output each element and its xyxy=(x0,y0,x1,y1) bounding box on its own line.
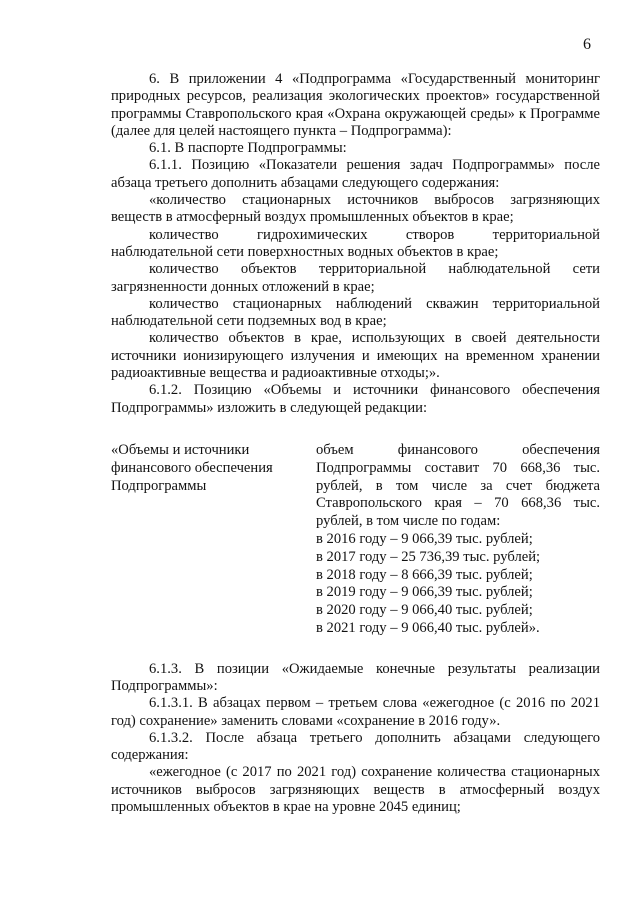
paragraph: 6.1.3.2. После абзаца третьего дополнить абзацами следующего содержания: xyxy=(111,729,600,764)
paragraph: 6.1.1. Позицию «Показатели решения задач Подпрограммы» после абзаца третьего дополнить абзацами следующего содержания: xyxy=(111,157,600,191)
page-number: 6 xyxy=(583,36,591,53)
paragraph: 6. В приложении 4 «Подпрограмма «Государственный мониторинг природных ресурсов, реализация экологических проектов» государственной программы Ставропольского края «Охрана окружающей среды» к Программе (далее для целей настоящего пункта – Подпрограмма): xyxy=(111,71,600,139)
paragraph: 6.1.2. Позицию «Объемы и источники финансового обеспечения Подпрограммы» изложить в следующей редакции: xyxy=(111,382,600,416)
table-right-cell xyxy=(316,442,600,638)
funding-year-line: в 2018 году – 8 666,39 тыс. рублей; xyxy=(316,566,533,583)
table-left-cell: «Объемы и источники финансового обеспечения Подпрограммы xyxy=(111,441,273,494)
funding-year-line: в 2021 году – 9 066,40 тыс. рублей». xyxy=(316,619,540,636)
paragraph: количество объектов в крае, использующих в своей деятельности источники ионизирующего излучения и имеющих на временном хранении радиоактивные вещества и радиоактивные отходы;». xyxy=(111,330,600,382)
funding-intro: объем финансового обеспечения Подпрограммы составит 70 668,36 тыс. рублей, в том числе за счет бюджета Ставропольского края – 70 668,36 тыс. рублей, в том числе по годам: xyxy=(316,441,600,530)
paragraph: «количество стационарных источников выбросов загрязняющих веществ в атмосферный воздух промышленных объектов в крае; xyxy=(111,192,600,226)
paragraph: 6.1. В паспорте Подпрограммы: xyxy=(149,140,347,157)
funding-year-line: в 2019 году – 9 066,39 тыс. рублей; xyxy=(316,584,533,601)
document-body xyxy=(111,71,600,816)
paragraph: количество объектов территориальной наблюдательной сети загрязненности донных отложений в крае; xyxy=(111,261,600,295)
paragraph: «ежегодное (с 2017 по 2021 год) сохранение количества стационарных источников выбросов загрязняющих веществ в атмосферный воздух промышленных объектов в крае на уровне 2045 единиц; xyxy=(111,764,600,816)
paragraph: 6.1.3. В позиции «Ожидаемые конечные результаты реализации Подпрограммы»: xyxy=(111,660,600,694)
funding-year-line: в 2020 году – 9 066,40 тыс. рублей; xyxy=(316,602,533,619)
funding-year-line: в 2017 году – 25 736,39 тыс. рублей; xyxy=(316,548,541,565)
paragraphs-after xyxy=(111,661,600,817)
funding-table xyxy=(111,442,600,638)
paragraph: количество стационарных наблюдений скважин территориальной наблюдательной сети подземных вод в крае; xyxy=(111,295,600,330)
paragraph: 6.1.3.1. В абзацах первом – третьем слова «ежегодное (с 2016 по 2021 год) сохранение» заменить словами «сохранение в 2016 году». xyxy=(111,695,600,729)
funding-year-line: в 2016 году – 9 066,39 тыс. рублей; xyxy=(316,530,533,547)
paragraph: количество гидрохимических створов территориальной наблюдательной сети поверхностных водных объектов в крае; xyxy=(111,226,600,260)
